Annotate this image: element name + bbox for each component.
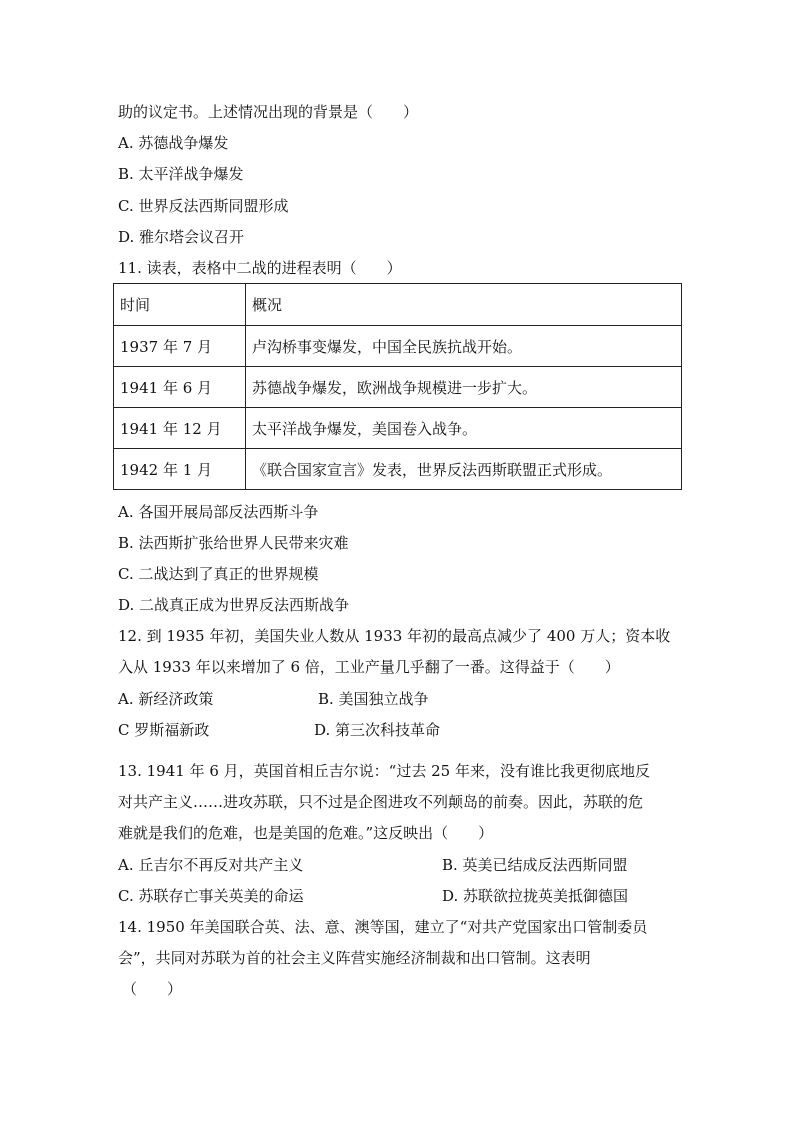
- q13-stem-line-1: 13. 1941 年 6 月，英国首相丘吉尔说：“过去 25 年来，没有谁比我更彻底地反: [118, 762, 650, 780]
- table-row: [114, 408, 682, 449]
- q11-table: [113, 283, 682, 490]
- q12-option-d: D. 第三次科技革命: [314, 721, 441, 739]
- q14-stem-line-3: （ ）: [122, 980, 183, 998]
- q11-stem: 11. 读表，表格中二战的进程表明（ ）: [118, 259, 402, 277]
- q10-option-d: D. 雅尔塔会议召开: [118, 228, 245, 246]
- table-cell-overview: 卢沟桥事变爆发，中国全民族抗战开始。: [246, 326, 682, 367]
- intro-line: 助的议定书。上述情况出现的背景是（ ）: [118, 103, 419, 121]
- q13-option-b: B. 英美已结成反法西斯同盟: [442, 856, 628, 874]
- table-header-time: 时间: [114, 284, 246, 326]
- q14-stem-line-1: 14. 1950 年美国联合英、法、意、澳等国，建立了“对共产党国家出口管制委员: [118, 918, 648, 936]
- table-cell-time: 1937 年 7 月: [114, 326, 246, 367]
- q11-option-a: A. 各国开展局部反法西斯斗争: [118, 503, 319, 521]
- q13-option-c: C. 苏联存亡事关英美的命运: [118, 887, 304, 905]
- table-row: [114, 326, 682, 367]
- table-header-row: [114, 284, 682, 326]
- table-cell-overview: 《联合国家宣言》发表，世界反法西斯联盟正式形成。: [246, 449, 682, 490]
- q10-option-c: C. 世界反法西斯同盟形成: [118, 197, 289, 215]
- table-header-overview: 概况: [246, 284, 682, 326]
- table-cell-time: 1942 年 1 月: [114, 449, 246, 490]
- table-cell-time: 1941 年 6 月: [114, 367, 246, 408]
- q13-option-d: D. 苏联欲拉拢英美抵御德国: [442, 887, 629, 905]
- q13-stem-line-3: 难就是我们的危难，也是美国的危难。”这反映出（ ）: [118, 824, 494, 842]
- table-cell-overview: 苏德战争爆发，欧洲战争规模进一步扩大。: [246, 367, 682, 408]
- q11-option-b: B. 法西斯扩张给世界人民带来灾难: [118, 534, 349, 552]
- table-cell-overview: 太平洋战争爆发，美国卷入战争。: [246, 408, 682, 449]
- q12-option-c: C 罗斯福新政: [118, 721, 210, 739]
- q12-option-a: A. 新经济政策: [118, 690, 214, 708]
- q10-option-a: A. 苏德战争爆发: [118, 134, 229, 152]
- q12-stem-line-1: 12. 到 1935 年初，美国失业人数从 1933 年初的最高点减少了 400 万人；资本收: [118, 627, 671, 645]
- table-cell-time: 1941 年 12 月: [114, 408, 246, 449]
- table-row: [114, 449, 682, 490]
- q12-option-b: B. 美国独立战争: [318, 690, 429, 708]
- q13-stem-line-2: 对共产主义……进攻苏联，只不过是企图进攻不列颠岛的前奏。因此，苏联的危: [118, 793, 644, 811]
- q11-option-c: C. 二战达到了真正的世界规模: [118, 565, 319, 583]
- q10-option-b: B. 太平洋战争爆发: [118, 165, 244, 183]
- q14-stem-line-2: 会”，共同对苏联为首的社会主义阵营实施经济制裁和出口管制。这表明: [118, 949, 591, 967]
- q13-option-a: A. 丘吉尔不再反对共产主义: [118, 856, 304, 874]
- q12-stem-line-2: 入从 1933 年以来增加了 6 倍，工业产量几乎翻了一番。这得益于（ ）: [118, 658, 620, 676]
- table-row: [114, 367, 682, 408]
- q11-option-d: D. 二战真正成为世界反法西斯战争: [118, 596, 350, 614]
